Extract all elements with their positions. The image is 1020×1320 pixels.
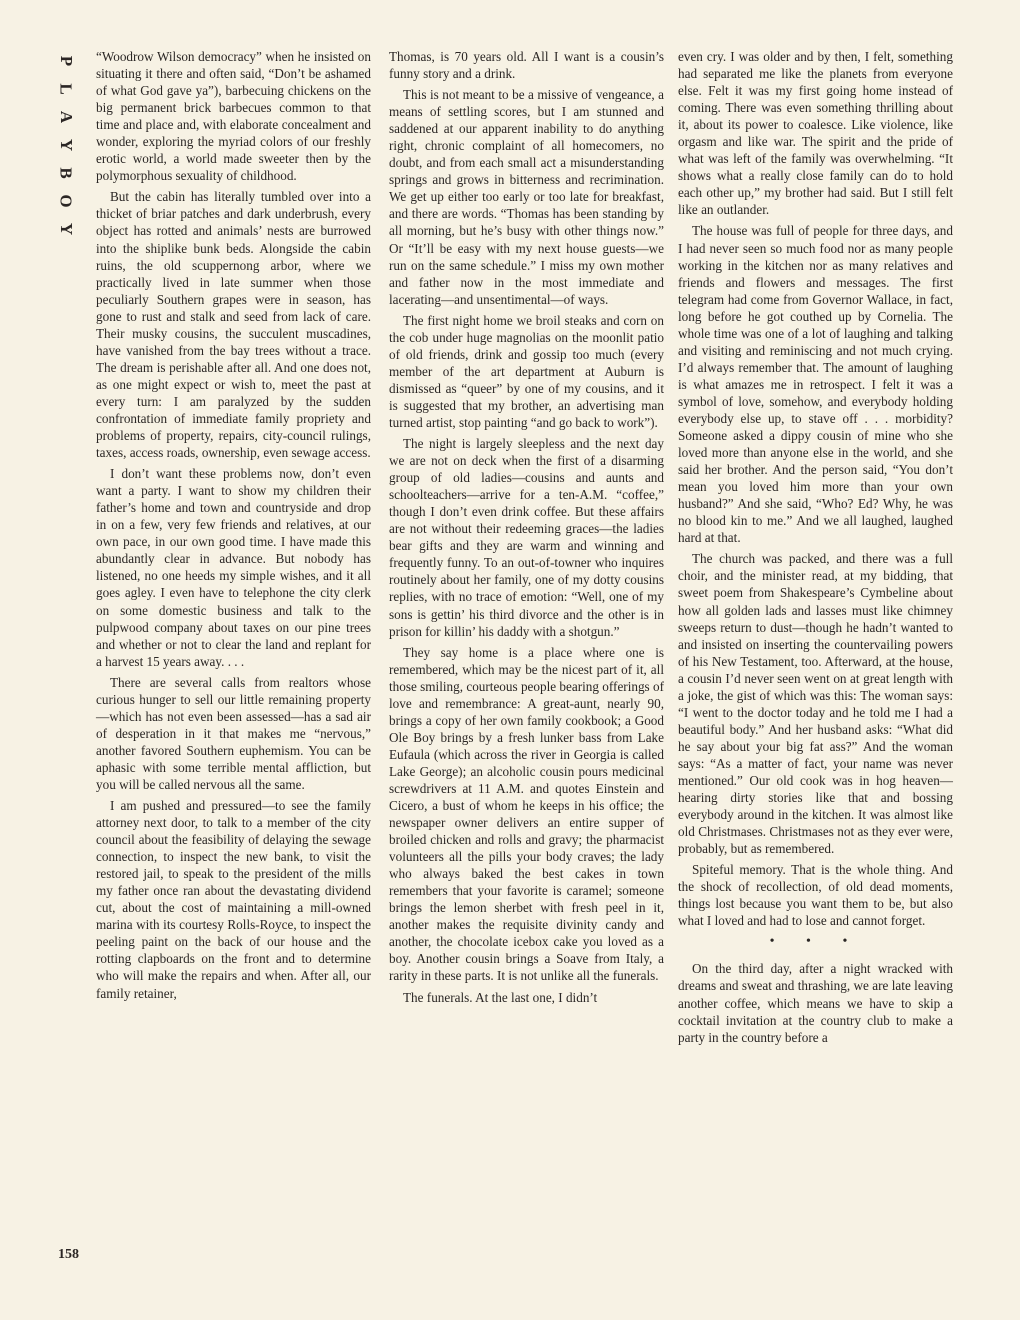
paragraph: “Woodrow Wilson democracy” when he insisted on situating it there and often said, “Don’t be ashamed of what God gave ya”), barbecuing chickens on the big permanent brick barbecues common to that time and place and, with elaborate concealment and wonder, exploring the myriad colors of our freshly erotic world, a world made sweeter then by the polymorphous sexuality of childhood. — [96, 49, 371, 184]
paragraph: I am pushed and pressured—to see the family attorney next door, to talk to a member of the city council about the feasibility of delaying the sewage connection, to inspect the new bank, to visit the restored jail, to speak to the president of the mills my father once ran about the devastating dividend cut, about the cost of maintaining a mill-owned marina with its courtesy Rolls-Royce, to inspect the peeling paint on the back of our house and the rotting clapboards on the front and to determine who will make the repairs and when. After all, our family retainer, — [96, 798, 371, 1001]
title-letter: Y — [57, 222, 76, 236]
text-column-1 — [96, 48, 371, 1006]
paragraph: The first night home we broil steaks and corn on the cob under huge magnolias on the moonlit patio of old friends, drink and gossip too much (every member of the art department at Auburn is dismissed as “queer” by one of my cousins, and it is suggested that my brother, an advertising man turned artist, stop painting “and go back to work”). — [389, 312, 664, 430]
title-letter: O — [56, 194, 76, 208]
page-number: 158 — [58, 1247, 79, 1262]
paragraph: Spiteful memory. That is the whole thing. And the shock of recollection, of old dead moments, things lost because you want them to be, but also what I loved and had to lose and cannot forget. — [678, 862, 953, 929]
paragraph: Thomas, is 70 years old. All I want is a cousin’s funny story and a drink. — [389, 49, 664, 82]
paragraph: The church was packed, and there was a full choir, and the minister read, at my bidding, that sweet poem from Shakespeare’s Cymbeline about how all golden lads and lasses must like chimney sweeps return to dust—though he hadn’t wanted to and insisted on inserting the countervailing powers of his New Testament, too. Afterward, at the house, a cousin I’d never seen went on at great length with a joke, the gist of which was this: The woman says: “I went to the doctor today and he told me I had a beautiful body.” And her husband asks: “What did he say about your big fat ass?” And the woman says: “As a matter of fact, your name was never mentioned.” Our old cook was in hog heaven—hearing dirty stories like that and bossing everybody around in the kitchen. It was almost like old Christmases. Christmases not as they ever were, probably, but as remembered. — [678, 551, 953, 857]
paragraph: The house was full of people for three days, and I had never seen so much food nor as many people working in the kitchen nor as many relatives and friends and flowers and messages. The first telegram had come from Governor Wallace, in fact, long before he got couthed up by Cornelia. The whole time was one of a lot of laughing and talking and visiting and reminiscing and not much crying. I’d always remember that. The amount of laughing is what amazes me in retrospect. I felt it was a symbol of love, somehow, and everybody holding everybody else up, to stave off . . . morbidity? Someone asked a dippy cousin of mine who she loved more than anyone else in the world, and she said her brother. And the person said, “You don’t mean you loved him more than your own husband?” And she said, “Who? Ed? Why, he was no blood kin to me.” And we all laughed, laughed hard at that. — [678, 223, 953, 546]
paragraph: The night is largely sleepless and the next day we are not on deck when the first of a disarming group of old ladies—cousins and aunts and schoolteachers—arrive for a ten-A.M. “coffee,” though I don’t even drink coffee. But these affairs are not without their redeeming graces—the ladies bear gifts and they are warm and winning and frequently funny. To an out-of-towner who inquires routinely about her family, one of my dotty cousins replies, with no trace of emotion: “Well, one of my sons is gettin’ his third divorce and the other is in prison for killin’ his daddy with a shotgun.” — [389, 436, 664, 639]
text-column-3 — [678, 48, 953, 1050]
paragraph: This is not meant to be a missive of vengeance, a means of settling scores, but I am stunned and saddened at our apparent inability to do anything right, chronic complaint of all homecomers, no doubt, and from each small act a misunderstanding springs and grows in bitterness and recrimination. We get up either too early or too late for breakfast, and there are words. “Thomas has been standing by all morning, but he’s busy with other things now.” Or “It’ll be easy with my next house guests—we run on the same schedule.” I miss my own mother and father now in the most immediate and lacerating—and unsentimental—of ways. — [389, 87, 664, 307]
section-separator: • • • — [769, 934, 862, 950]
paragraph: There are several calls from realtors whose curious hunger to sell our little remaining property—which has not even been assessed—has a sad air of desperation in it that makes me “nervous,” another favored Southern euphemism. You can be aphasic with some terrible mental affliction, but you will be called nervous all the same. — [96, 674, 371, 792]
title-letter: P — [56, 55, 76, 67]
title-letter: A — [57, 110, 76, 124]
text-column-2 — [389, 48, 664, 1010]
paragraph: The funerals. At the last one, I didn’t — [403, 989, 598, 1005]
magazine-title — [52, 52, 80, 238]
title-letter: B — [57, 167, 76, 179]
paragraph: I don’t want these problems now, don’t even want a party. I want to show my children their father’s home and town and countryside and drop in on a few, very few friends and relatives, at our own pace, in our own good time. I have made this abundantly clear in advance. But nobody has listened, no one heeds my simple wishes, and it all goes agley. I even have to telephone the city clerk on some domestic business and talk to the pulpwood company about taxes on our pine trees and whether or not to clear the land and replant for a harvest 15 years away. . . . — [96, 466, 371, 669]
title-letter: Y — [57, 138, 76, 152]
paragraph: They say home is a place where one is remembered, which may be the nicest part of it, all those smiling, courteous people bearing offerings of love and remembrance: A great-aunt, nearly 90, brings a copy of her own family cookbook; a Good Ole Boy brings by a fresh lunker bass from Lake Eufaula (which across the river in Georgia is called Lake George); an alcoholic cousin pours medicinal screwdrivers at 11 A.M. and quotes Einstein and Cicero, a bust of whom he keeps in his office; the newspaper owner delivers an entire supper of broiled chicken and rolls and gravy; the pharmacist volunteers all the pills your body craves; the lady who always baked the best cakes in town remembers that your favorite is caramel; someone brings the lemon sherbet with fresh peel in it, another makes the requisite divinity candy and another, the chocolate icebox cake you loved as a boy. Another cousin brings a Soave from Italy, a rarity in these parts. It is not unlike all the funerals. — [389, 644, 664, 984]
paragraph: even cry. I was older and by then, I felt, something had separated me like the planets from everyone else. Felt it was my first going home instead of coming. There was even something thrilling about it, about its power to coalesce. Like violence, like orgasm and like war. The spirit and the pride of what was left of the family was overwhelming. “It shows what a really close family can do to hold each other up,” my brother had said. But I still felt like an outlander. — [678, 49, 953, 218]
paragraph: But the cabin has literally tumbled over into a thicket of briar patches and dark underbrush, every object has rotted and animals’ nests are burrowed into the shiplike bunk beds. Alongside the cabin ruins, the old scuppernong arbor, where we practically lived in late summer when those peculiarly Southern grapes were in season, has gone to rust and stalk and seed from lack of care. Their musky cousins, the succulent muscadines, have vanished from the bay trees without a trace. The dream is perishable after all. And one does not, as one might expect or wish to, meet the past at every turn: I am paralyzed by the sudden confrontation of immediate family propriety and problems of property, repairs, city-council rulings, taxes, access roads, ownership, even sewage access. — [96, 189, 371, 461]
title-letter: L — [57, 83, 76, 95]
paragraph: On the third day, after a night wracked with dreams and sweat and thrashing, we are late leaving another coffee, which means we have to skip a cocktail invitation at the country club to make a party in the country before a — [678, 961, 953, 1045]
